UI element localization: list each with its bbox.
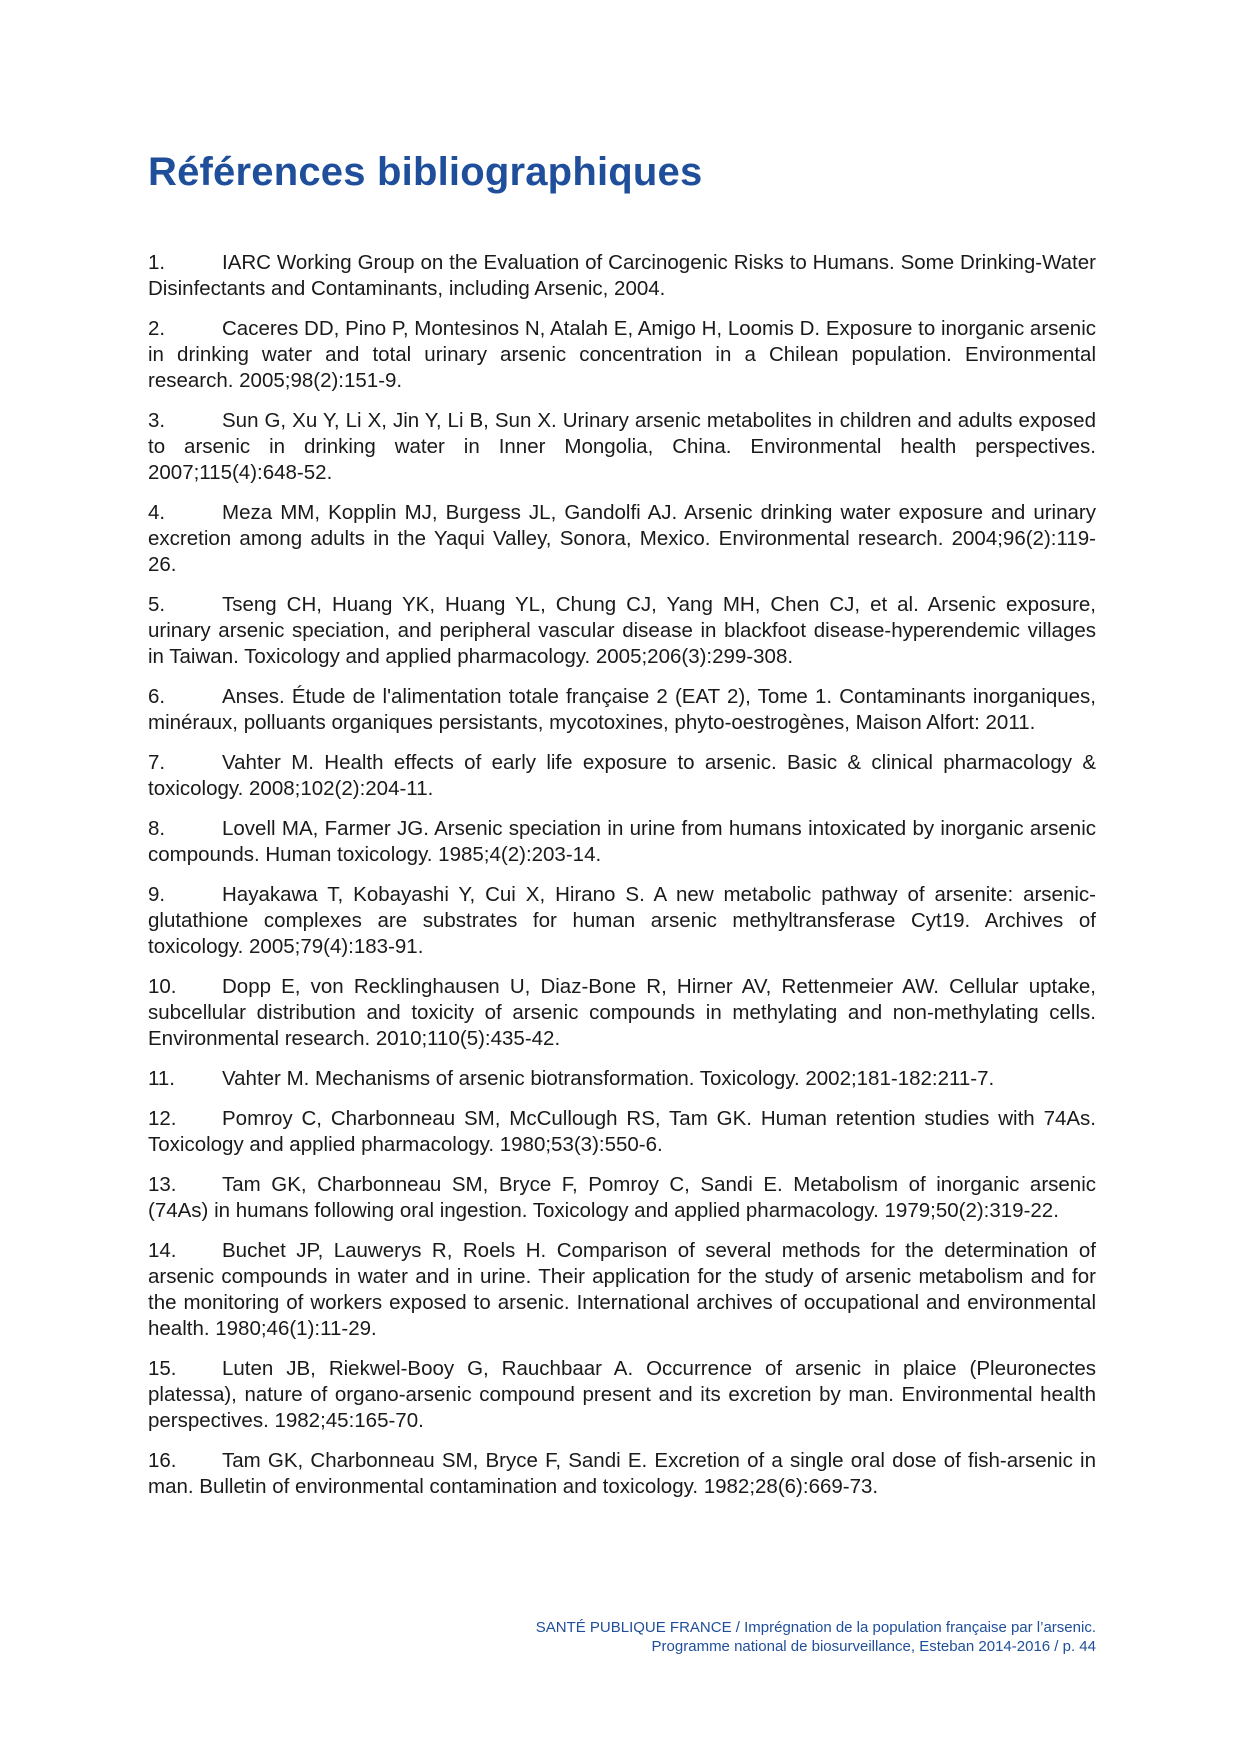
reference-text: Pomroy C, Charbonneau SM, McCullough RS, Tam GK. Human retention studies with 74As. Toxicology and applied pharmacology. 1980;53(3):550-6. [148, 1107, 1096, 1156]
reference-item [148, 974, 1096, 1052]
reference-number: 4. [148, 501, 166, 524]
reference-item [148, 1106, 1096, 1158]
reference-item [148, 1356, 1096, 1434]
reference-item [148, 250, 1096, 302]
reference-item [148, 500, 1096, 578]
reference-number: 11. [148, 1067, 175, 1090]
reference-item [148, 592, 1096, 670]
reference-number: 6. [148, 685, 166, 708]
reference-number: 10. [148, 975, 177, 998]
reference-item [148, 684, 1096, 736]
reference-text: Dopp E, von Recklinghausen U, Diaz-Bone R, Hirner AV, Rettenmeier AW. Cellular uptake, subcellular distribution and toxicity of arsenic compounds in methylating and non-methylating cells. Environmental research. 2010;110(5):435-42. [148, 975, 1096, 1050]
reference-item [148, 1066, 1096, 1092]
reference-number: 14. [148, 1239, 177, 1262]
reference-item [148, 1238, 1096, 1342]
reference-text: Meza MM, Kopplin MJ, Burgess JL, Gandolfi AJ. Arsenic drinking water exposure and urinary excretion among adults in the Yaqui Valley, Sonora, Mexico. Environmental research. 2004;96(2):119-26. [148, 501, 1096, 576]
reference-number: 16. [148, 1449, 177, 1472]
footer-line-programme: Programme national de biosurveillance, Esteban 2014-2016 / p. 44 [651, 1638, 1096, 1655]
reference-text: Caceres DD, Pino P, Montesinos N, Atalah E, Amigo H, Loomis D. Exposure to inorganic arsenic in drinking water and total urinary arsenic concentration in a Chilean population. Environmental research. 2005;98(2):151-9. [148, 317, 1096, 392]
reference-text: Sun G, Xu Y, Li X, Jin Y, Li B, Sun X. Urinary arsenic metabolites in children and adults exposed to arsenic in drinking water in Inner Mongolia, China. Environmental health perspectives. 2007;115(4):648-52. [148, 409, 1096, 484]
reference-text: Tam GK, Charbonneau SM, Bryce F, Pomroy C, Sandi E. Metabolism of inorganic arsenic (74As) in humans following oral ingestion. Toxicology and applied pharmacology. 1979;50(2):319-22. [148, 1173, 1096, 1222]
reference-text: Lovell MA, Farmer JG. Arsenic speciation in urine from humans intoxicated by inorganic arsenic compounds. Human toxicology. 1985;4(2):203-14. [148, 817, 1096, 866]
reference-number: 1. [148, 251, 166, 274]
reference-item [148, 1448, 1096, 1500]
reference-number: 15. [148, 1357, 177, 1380]
reference-text: Tseng CH, Huang YK, Huang YL, Chung CJ, Yang MH, Chen CJ, et al. Arsenic exposure, urinary arsenic speciation, and peripheral vascular disease in blackfoot disease-hyperendemic villages in Taiwan. Toxicology and applied pharmacology. 2005;206(3):299-308. [148, 593, 1096, 668]
reference-item [148, 816, 1096, 868]
reference-text: Anses. Étude de l'alimentation totale française 2 (EAT 2), Tome 1. Contaminants inorganiques, minéraux, polluants organiques persistants, mycotoxines, phyto-oestrogènes, Maison Alfort: 2011. [148, 685, 1096, 734]
reference-number: 2. [148, 317, 166, 340]
reference-item [148, 316, 1096, 394]
reference-text: Vahter M. Mechanisms of arsenic biotransformation. Toxicology. 2002;181-182:211-7. [222, 1067, 995, 1090]
reference-number: 5. [148, 593, 166, 616]
reference-number: 9. [148, 883, 166, 906]
reference-number: 8. [148, 817, 166, 840]
reference-item [148, 408, 1096, 486]
reference-text: Hayakawa T, Kobayashi Y, Cui X, Hirano S. A new metabolic pathway of arsenite: arsenic-glutathione complexes are substrates for human arsenic methyltransferase Cyt19. Archives of toxicology. 2005;79(4):183-91. [148, 883, 1096, 958]
reference-number: 12. [148, 1107, 177, 1130]
reference-number: 13. [148, 1173, 177, 1196]
reference-number: 7. [148, 751, 166, 774]
reference-text: Tam GK, Charbonneau SM, Bryce F, Sandi E. Excretion of a single oral dose of fish-arsenic in man. Bulletin of environmental contamination and toxicology. 1982;28(6):669-73. [148, 1449, 1096, 1498]
page-footer [536, 1618, 1096, 1656]
reference-item [148, 1172, 1096, 1224]
reference-item [148, 882, 1096, 960]
reference-text: Luten JB, Riekwel-Booy G, Rauchbaar A. Occurrence of arsenic in plaice (Pleuronectes platessa), nature of organo-arsenic compound present and its excretion by man. Environmental health perspectives. 1982;45:165-70. [148, 1357, 1096, 1432]
reference-item [148, 750, 1096, 802]
reference-list [148, 250, 1096, 1514]
reference-text: IARC Working Group on the Evaluation of Carcinogenic Risks to Humans. Some Drinking-Water Disinfectants and Contaminants, including Arsenic, 2004. [148, 251, 1096, 300]
reference-number: 3. [148, 409, 166, 432]
reference-text: Buchet JP, Lauwerys R, Roels H. Comparison of several methods for the determination of arsenic compounds in water and in urine. Their application for the study of arsenic metabolism and for the monitoring of workers exposed to arsenic. International archives of occupational and environmental health. 1980;46(1):11-29. [148, 1239, 1096, 1340]
page-title: Références bibliographiques [148, 150, 703, 194]
reference-text: Vahter M. Health effects of early life exposure to arsenic. Basic & clinical pharmacology & toxicology. 2008;102(2):204-11. [148, 751, 1096, 800]
footer-line-publisher: SANTÉ PUBLIQUE FRANCE / Imprégnation de la population française par l’arsenic. [535, 1619, 1096, 1636]
